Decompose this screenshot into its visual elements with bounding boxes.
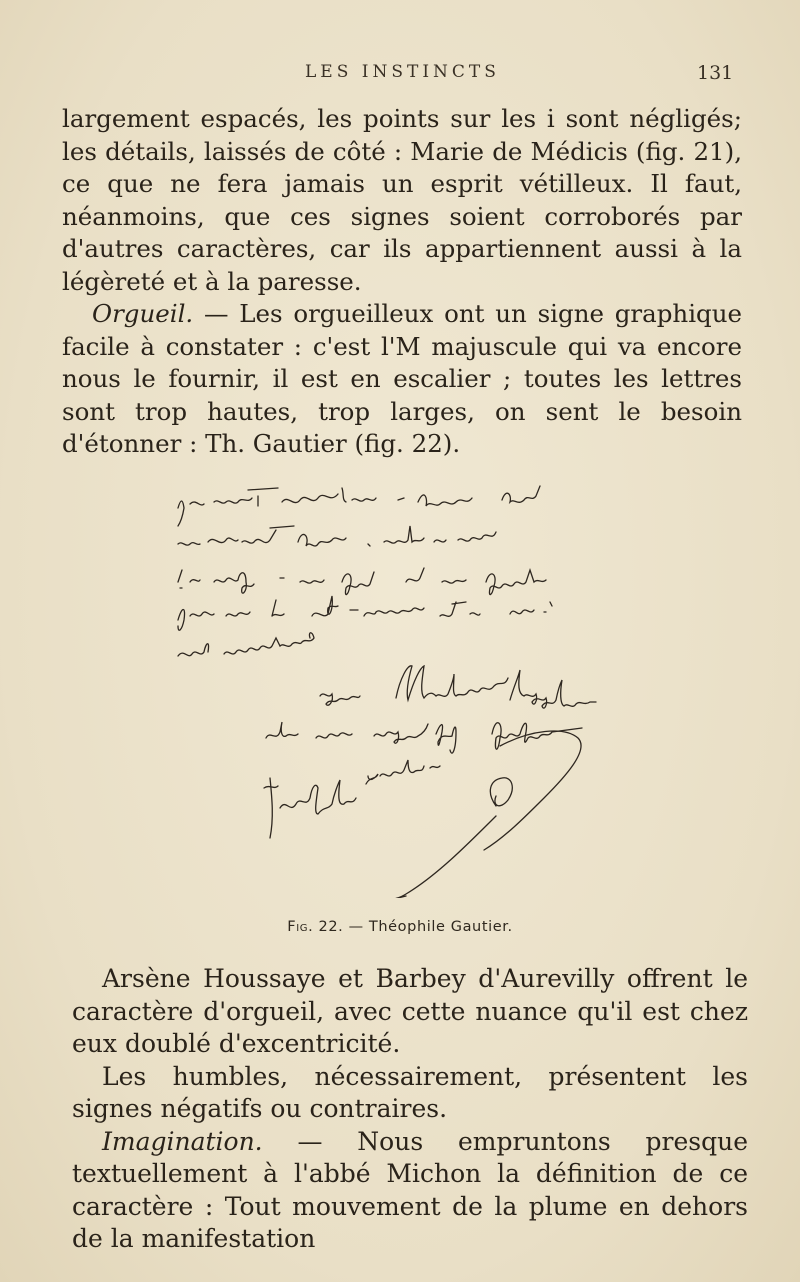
term-orgueil: Orgueil. <box>92 299 194 328</box>
handwriting-facsimile <box>170 478 650 898</box>
handwriting-figure <box>170 478 650 898</box>
body-text-top <box>62 103 742 461</box>
term-imagination: Imagination. <box>102 1126 263 1156</box>
paragraph-imagination <box>72 1126 748 1256</box>
paragraph-houssaye: Arsène Houssaye et Barbey d'Aurevilly offrent le caractère d'orgueil, avec cette nuance qu'il est chez eux doublé d'excentricité. <box>72 964 748 1058</box>
paragraph-orgueil <box>62 298 742 461</box>
body-text-bottom <box>72 963 748 1256</box>
paragraph-orgueil-text: — Les orgueilleux ont un signe graphique facile à constater : c'est l'M majuscule qui va encore nous le fournir, il est en escalier ; toutes les lettres sont trop hautes, trop larges, on sent le besoin d'étonner : Th. Gautier (fig. 22). <box>62 299 742 458</box>
paragraph-humbles: Les humbles, nécessairement, présentent les signes négatifs ou contraires. <box>72 1061 748 1123</box>
caption-figure-label: Fig. 22. <box>287 919 344 935</box>
running-title: LES INSTINCTS <box>305 62 500 82</box>
figure-caption <box>0 919 800 935</box>
page-number: 131 <box>697 62 734 84</box>
caption-text: — Théophile Gautier. <box>343 919 513 935</box>
running-head <box>0 62 800 92</box>
paragraph-continuation: largement espacés, les points sur les i sont négligés; les détails, laissés de côté : Marie de Médicis (fig. 21), ce que ne fera jamais un esprit vétilleux. Il faut, néanmoins, que ces signes soient corroborés par d'autres caractères, car ils appartiennent aussi à la légèreté et à la paresse. <box>62 104 742 296</box>
paragraph-imagination-text: — Nous empruntons presque textuellement à l'abbé Michon la définition de ce caractère : Tout mouvement de la plume en dehors de la manifestation <box>72 1126 748 1253</box>
